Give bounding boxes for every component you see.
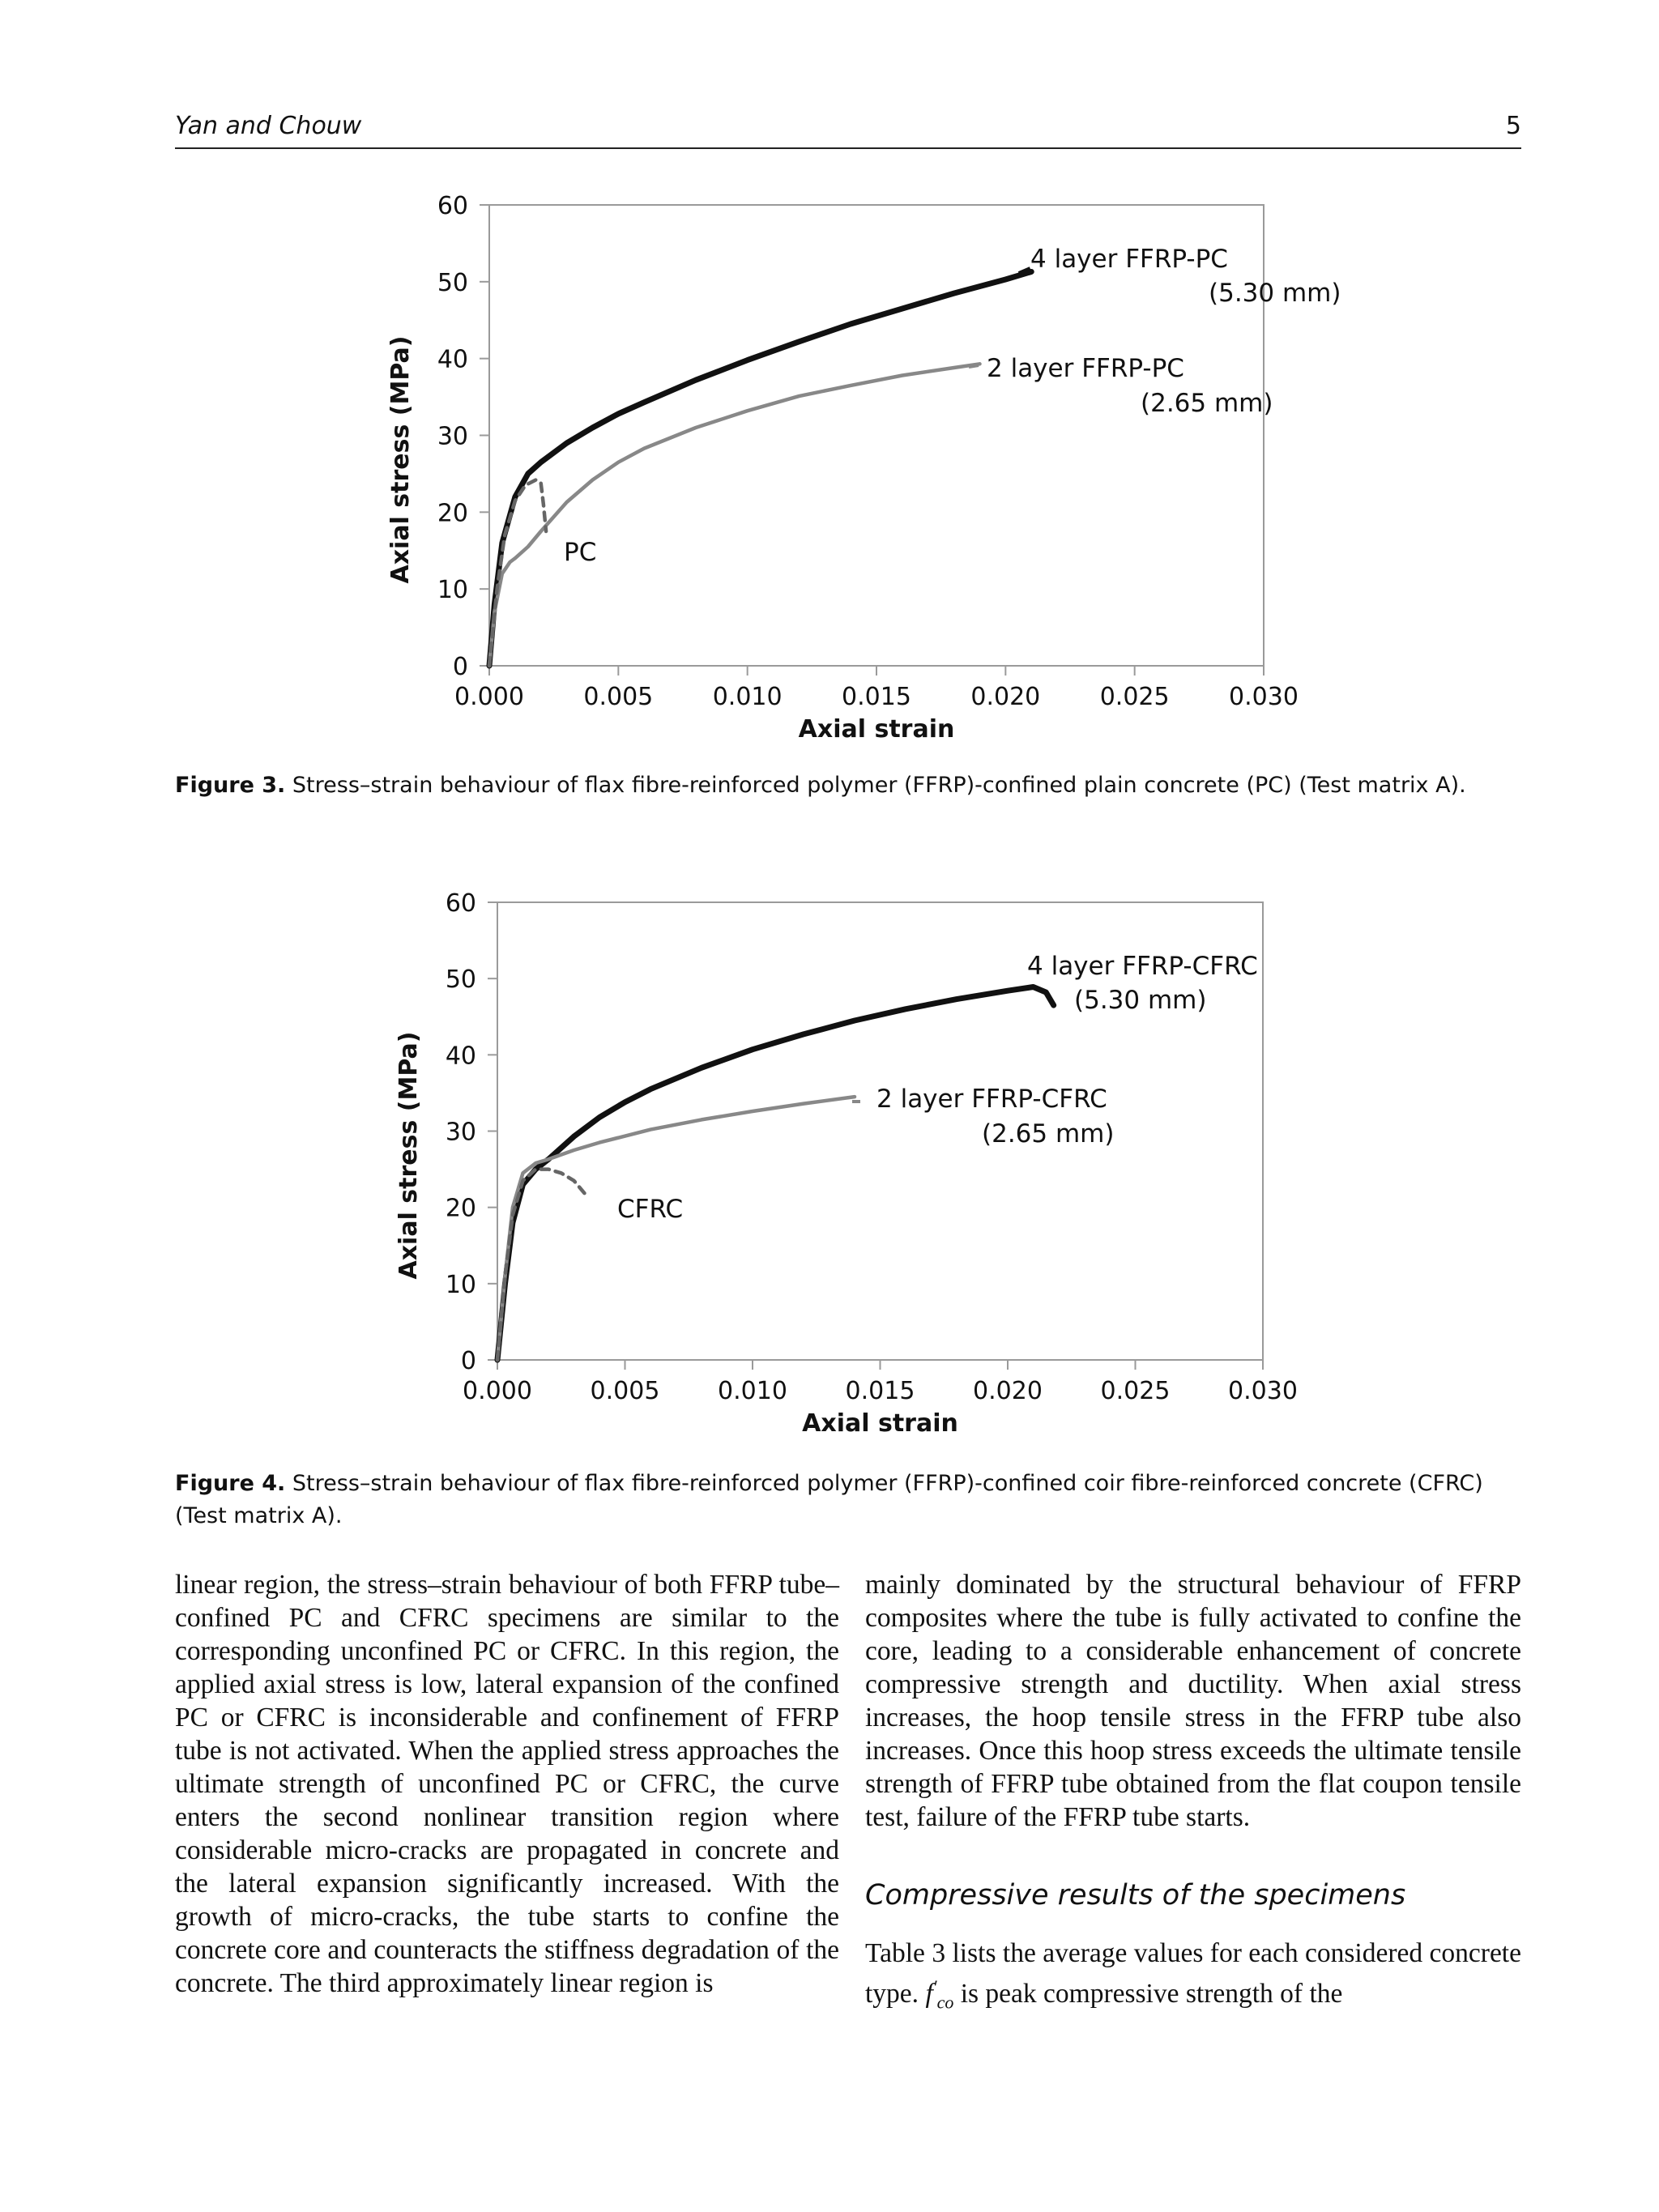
figure-4-caption-text: Stress–strain behaviour of flax fibre-reinforced polymer (FFRP)-confined coir fibre-reinforced concrete (CFRC) (Test matrix A). xyxy=(175,1471,1483,1528)
x-tick-label: 0.020 xyxy=(973,1377,1043,1405)
body-paragraph xyxy=(865,1937,1521,2019)
body-paragraph: linear region, the stress–strain behaviour of both FFRP tube–confined PC and CFRC specimens are similar to the corresponding unconfined PC or CFRC. In this region, the applied axial stress is low, lateral expansion of the confined PC or CFRC is inconsiderable and confinement of FFRP tube is not activated. When the applied stress approaches the ultimate strength of unconfined PC or CFRC, the curve enters the second nonlinear transition region where considerable micro-cracks are propagated in concrete and the lateral expansion significantly increased. With the growth of micro-cracks, the tube starts to confine the concrete core and counteracts the stiffness degradation of the concrete. The third approximately linear region is xyxy=(175,1570,839,1998)
series-annotation: (5.30 mm) xyxy=(1074,986,1207,1015)
x-tick-label: 0.025 xyxy=(1099,683,1170,711)
x-tick-label: 0.005 xyxy=(590,1377,660,1405)
y-tick-label: 40 xyxy=(437,345,468,374)
y-tick-label: 40 xyxy=(445,1042,476,1071)
figure-3-caption xyxy=(175,769,1521,802)
x-tick-label: 0.020 xyxy=(970,683,1041,711)
series-line-cfrc xyxy=(497,1170,586,1360)
x-tick-label: 0.015 xyxy=(842,683,911,711)
x-tick-label: 0.010 xyxy=(718,1377,787,1405)
figure-3-caption-label: Figure 3. xyxy=(175,773,286,798)
series-annotation: PC xyxy=(564,538,597,567)
paragraph-end: is peak compressive strength of the xyxy=(960,1979,1343,2010)
series-annotation: (2.65 mm) xyxy=(1141,389,1273,418)
x-axis-label: Axial strain xyxy=(802,1409,958,1438)
page-number: 5 xyxy=(1505,112,1521,140)
figure-3-chart xyxy=(0,186,1659,769)
x-tick-label: 0.010 xyxy=(712,683,783,711)
body-right-column xyxy=(865,1568,1521,2019)
symbol-subscript: co xyxy=(936,1992,954,2013)
series-annotation: 4 layer FFRP-PC xyxy=(1030,245,1228,274)
y-tick-label: 20 xyxy=(445,1194,476,1223)
y-tick-label: 60 xyxy=(437,192,468,220)
running-header-authors: Yan and Chouw xyxy=(175,112,362,140)
symbol-prime: ′ xyxy=(932,1976,937,1997)
y-tick-label: 60 xyxy=(445,889,476,918)
series-line-pc xyxy=(489,480,546,667)
x-tick-label: 0.000 xyxy=(454,683,524,711)
y-tick-label: 50 xyxy=(445,965,476,995)
x-tick-label: 0.030 xyxy=(1228,1377,1298,1405)
x-tick-label: 0.005 xyxy=(583,683,654,711)
x-tick-label: 0.015 xyxy=(845,1377,915,1405)
x-axis-label: Axial strain xyxy=(798,715,955,744)
series-annotation: 2 layer FFRP-PC xyxy=(987,354,1184,383)
series-annotation: 2 layer FFRP-CFRC xyxy=(876,1085,1107,1114)
y-tick-label: 0 xyxy=(452,653,468,681)
series-line-4-layer-ffrp-pc xyxy=(489,272,1031,667)
series-line-2-layer-ffrp-pc xyxy=(489,364,980,666)
y-axis-label: Axial stress (MPa) xyxy=(386,335,415,584)
annotation-leader xyxy=(969,365,979,367)
y-axis-label: Axial stress (MPa) xyxy=(394,1031,423,1280)
series-annotation: CFRC xyxy=(617,1195,684,1224)
body-paragraph: mainly dominated by the structural behaviour of FFRP composites where the tube is fully activated to confine the core, leading to a considerable enhancement of concrete compressive strength and ductility. When axial stress increases, the hoop tensile stress in the FFRP tube also increases. Once this hoop stress exceeds the ultimate tensile strength of FFRP tube obtained from the flat coupon tensile test, failure of the FFRP tube starts. xyxy=(865,1570,1521,1832)
symbol-f: f xyxy=(925,1979,933,2010)
series-line-2-layer-ffrp-cfrc xyxy=(497,1097,855,1360)
plot-area xyxy=(489,205,1264,666)
figure-3-caption-text: Stress–strain behaviour of flax fibre-reinforced polymer (FFRP)-confined plain concrete (PC) (Test matrix A). xyxy=(292,773,1466,798)
y-tick-label: 0 xyxy=(460,1347,476,1375)
figure-4-caption-label: Figure 4. xyxy=(175,1471,286,1496)
x-tick-label: 0.030 xyxy=(1229,683,1299,711)
section-heading: Compressive results of the specimens xyxy=(865,1879,1406,1912)
series-annotation: (5.30 mm) xyxy=(1209,279,1341,308)
paragraph-start: Table 3 lists the average values for each considered concrete type. xyxy=(865,1938,1521,2010)
x-tick-label: 0.025 xyxy=(1100,1377,1171,1405)
body-left-column xyxy=(175,1568,839,2000)
y-tick-label: 10 xyxy=(437,576,468,605)
series-line-4-layer-ffrp-cfrc xyxy=(497,987,1054,1361)
y-tick-label: 30 xyxy=(437,422,468,451)
series-annotation: 4 layer FFRP-CFRC xyxy=(1027,952,1258,981)
x-tick-label: 0.000 xyxy=(463,1377,532,1405)
y-tick-label: 20 xyxy=(437,499,468,528)
y-tick-label: 10 xyxy=(445,1270,476,1299)
series-annotation: (2.65 mm) xyxy=(982,1119,1115,1149)
figure-4-caption xyxy=(175,1468,1521,1532)
running-header xyxy=(175,112,1521,149)
y-tick-label: 30 xyxy=(445,1118,476,1147)
y-tick-label: 50 xyxy=(437,268,468,297)
figure-4-chart xyxy=(0,887,1659,1454)
